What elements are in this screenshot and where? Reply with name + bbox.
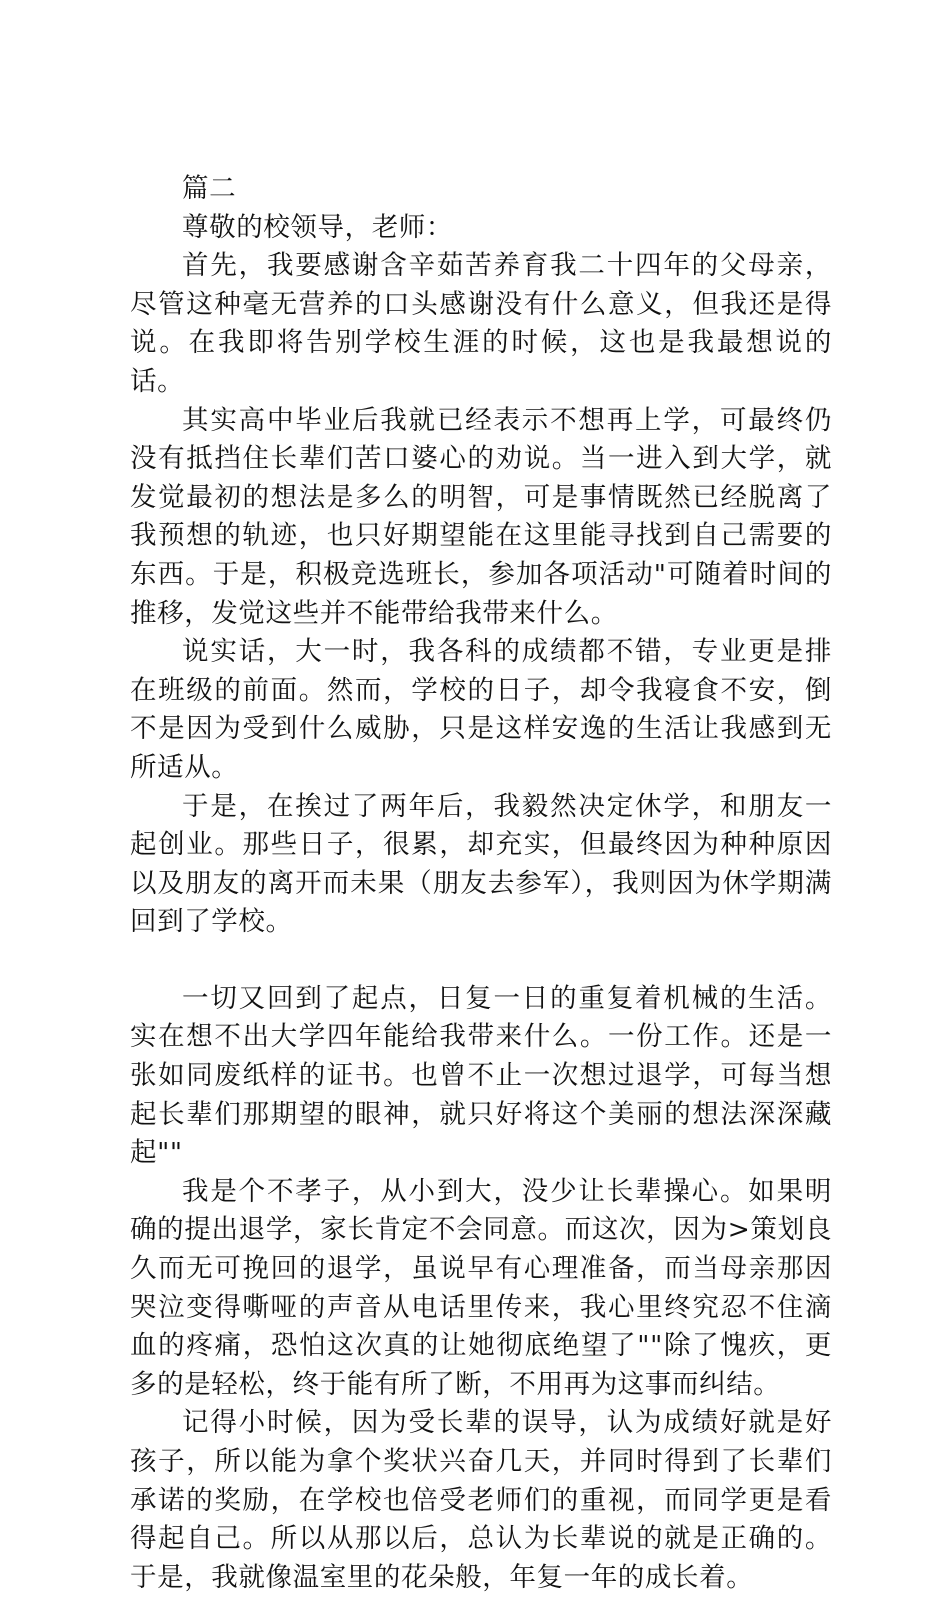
paragraph: 首先，我要感谢含辛茹苦养育我二十四年的父母亲，尽管这种毫无营养的口头感谢没有什么意义，但我还是得说。在我即将告别学校生涯的时候，这也是我最想说的话。 xyxy=(130,250,832,397)
paragraph-gap xyxy=(130,942,832,980)
salutation: 尊敬的校领导，老师： xyxy=(182,211,453,243)
paragraph: 说实话，大一时，我各科的成绩都不错，专业更是排在班级的前面。然而，学校的日子，却令我寝食不安，倒不是因为受到什么威胁，只是这样安逸的生活让我感到无所适从。 xyxy=(130,636,832,783)
paragraph: 记得小时候，因为受长辈的误导，认为成绩好就是好孩子，所以能为拿个奖状兴奋几天，并同时得到了长辈们承诺的奖励，在学校也倍受老师们的重视，而同学更是看得起自己。所以从那以后，总认为长辈说的就是正确的。于是，我就像温室里的花朵般，年复一年的成长着。 xyxy=(130,1407,832,1593)
section-heading: 篇二 xyxy=(182,173,237,204)
paragraph: 于是，在挨过了两年后，我毅然决定休学，和朋友一起创业。那些日子，很累，却充实，但最终因为种种原因以及朋友的离开而未果（朋友去参军），我则因为休学期满回到了学校。 xyxy=(130,790,832,938)
document-body xyxy=(130,170,832,1597)
paragraph: 其实高中毕业后我就已经表示不想再上学，可最终仍没有抵挡住长辈们苦口婆心的劝说。当一进入到大学，就发觉最初的想法是多么的明智，可是事情既然已经脱离了我预想的轨迹，也只好期望能在这里能寻找到自己需要的东西。于是，积极竞选班长，参加各项活动"可随着时间的推移，发觉这些并不能带给我带来什么。 xyxy=(130,404,832,629)
paragraph: 我是个不孝子，从小到大，没少让长辈操心。如果明确的提出退学，家长肯定不会同意。而这次，因为>策划良久而无可挽回的退学，虽说早有心理准备，而当母亲那因哭泣变得嘶哑的声音从电话里传来，我心里终究忍不住滴血的疼痛，恐怕这次真的让她彻底绝望了""除了愧疚，更多的是轻松，终于能有所了断，不用再为这事而纠结。 xyxy=(130,1175,832,1400)
paragraph: 一切又回到了起点，日复一日的重复着机械的生活。实在想不出大学四年能给我带来什么。一份工作。还是一张如同废纸样的证书。也曾不止一次想过退学，可每当想起长辈们那期望的眼神，就只好将这个美丽的想法深深藏起"" xyxy=(130,982,832,1169)
